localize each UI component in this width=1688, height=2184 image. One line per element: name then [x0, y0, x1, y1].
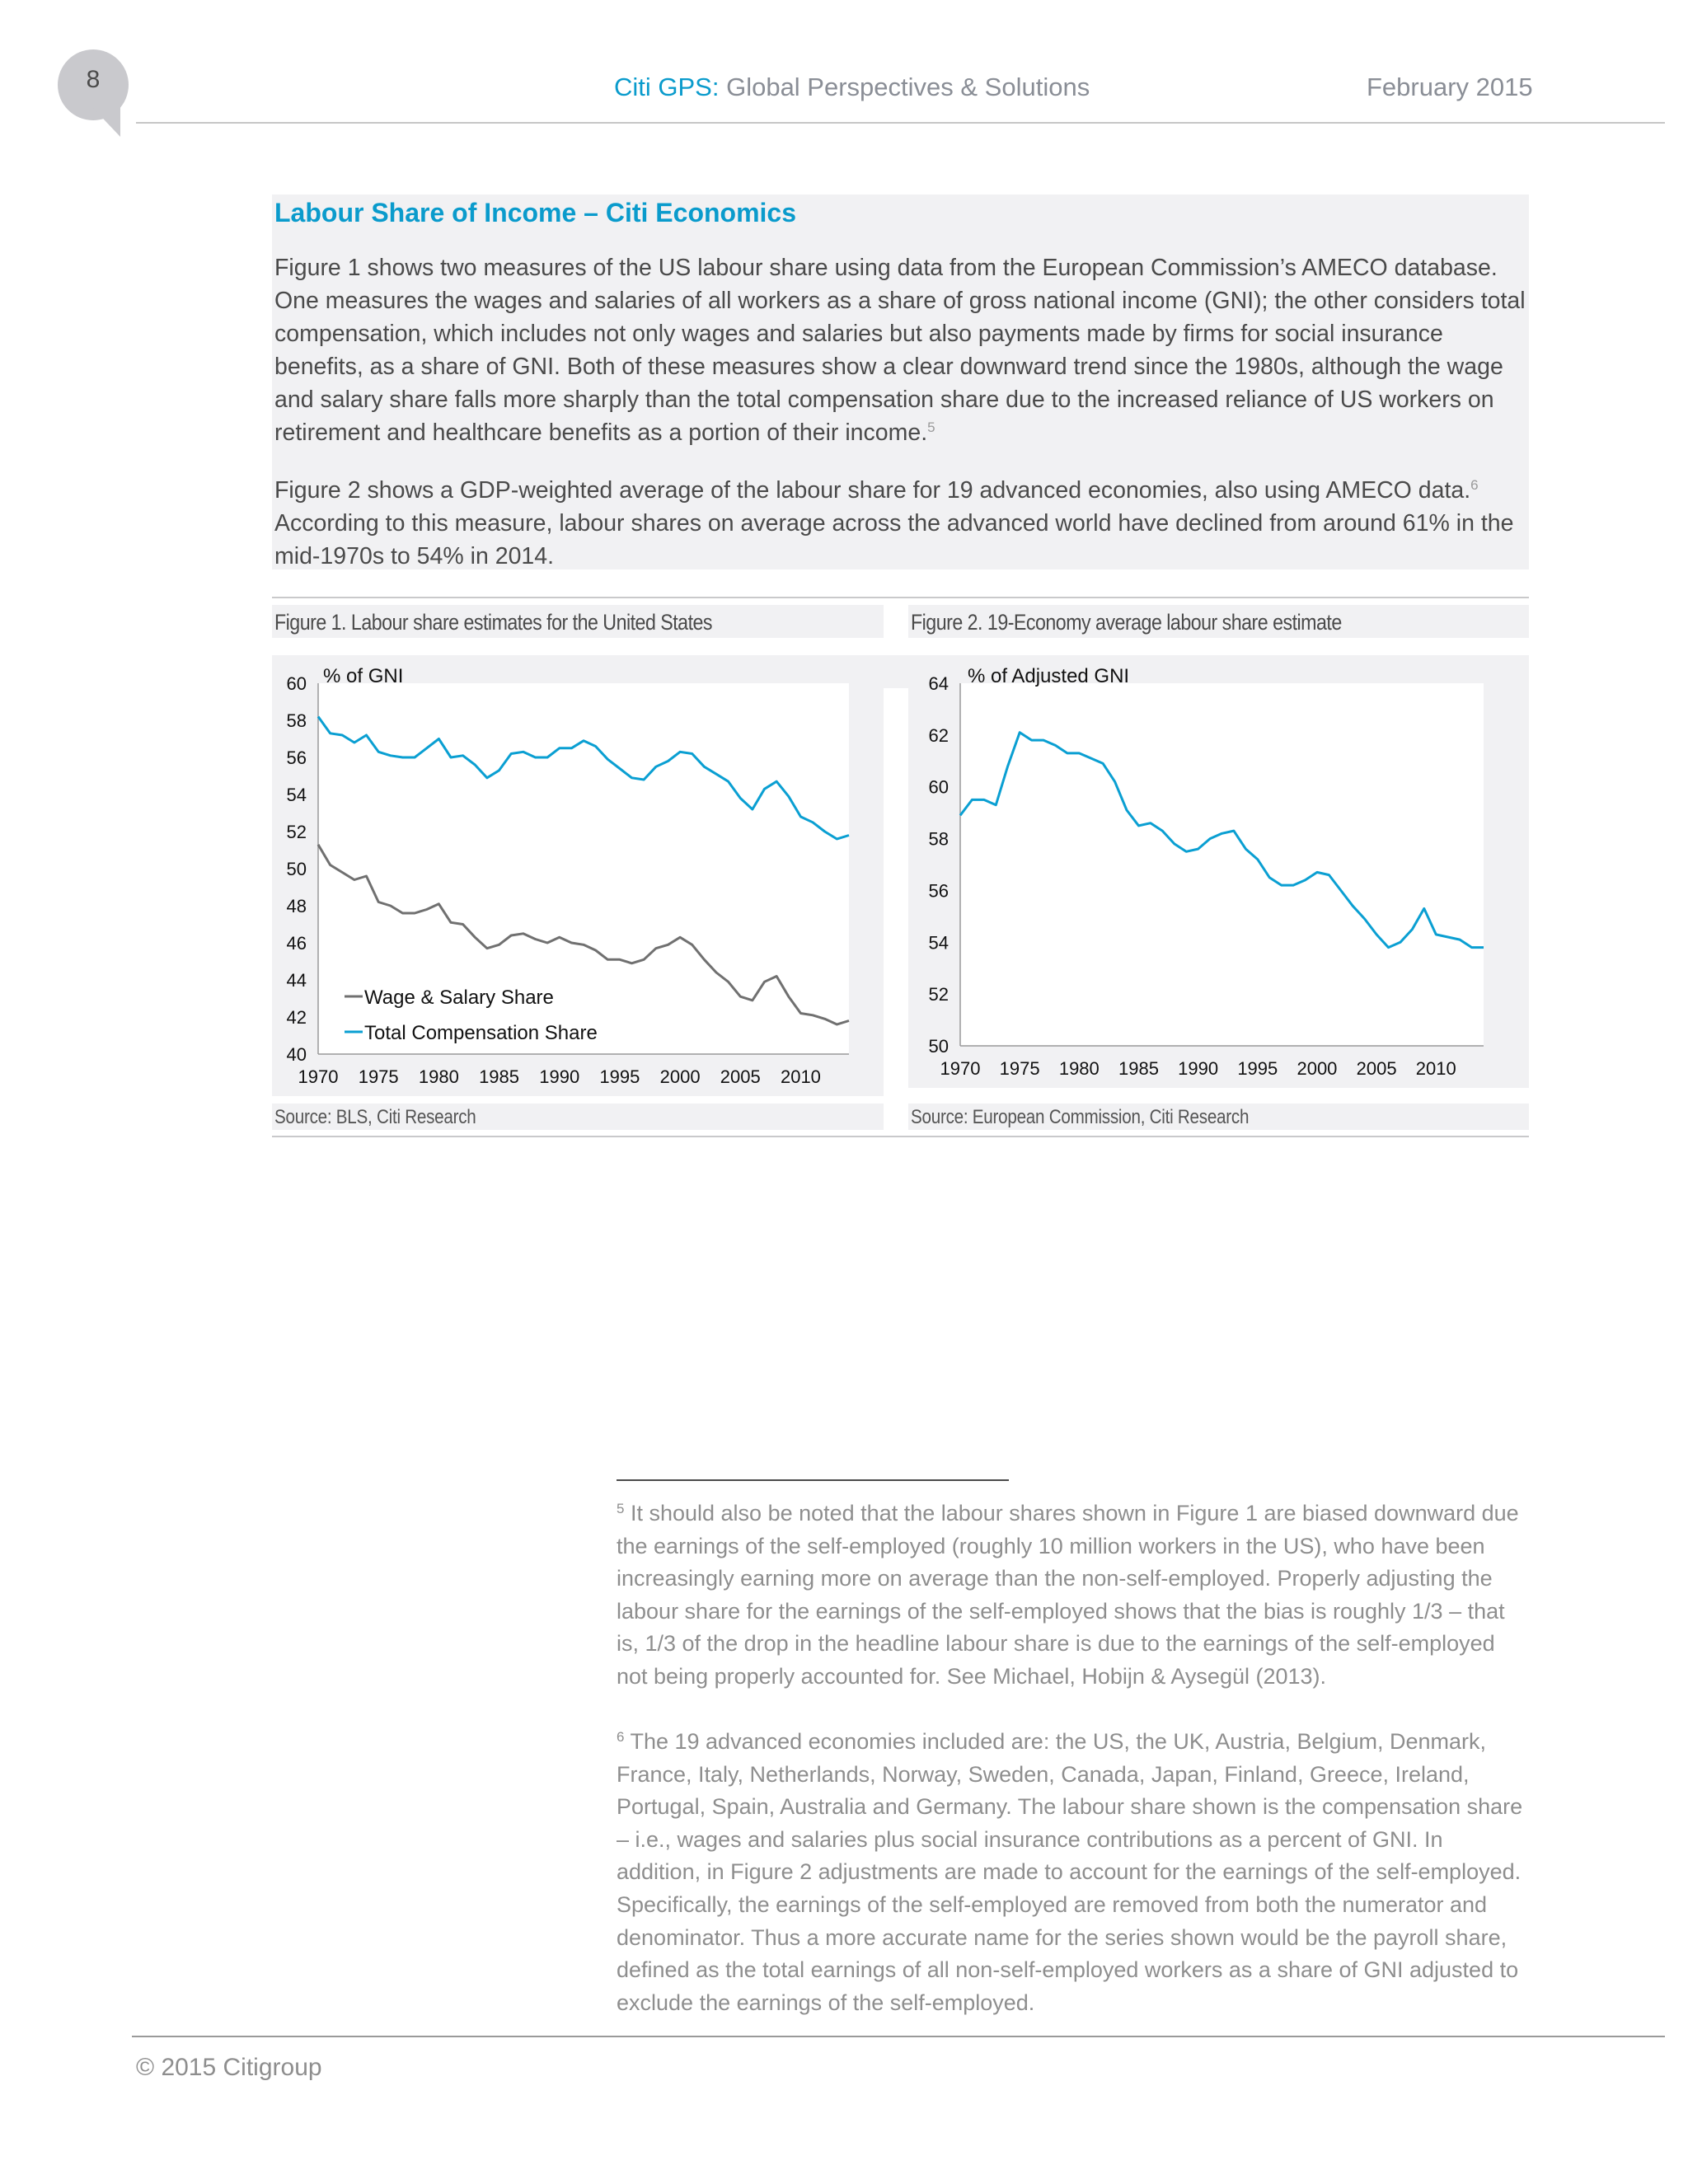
- y-tick-label: 52: [286, 822, 307, 842]
- x-tick-label: 1970: [298, 1066, 339, 1087]
- figures-bottom-rule: [272, 1136, 1529, 1137]
- plot-area: [960, 683, 1484, 1046]
- header-divider: [136, 122, 1665, 124]
- footnote-divider: [617, 1479, 1009, 1481]
- y-tick-label: 58: [286, 710, 307, 731]
- x-tick-label: 2000: [659, 1066, 701, 1087]
- x-tick-label: 2010: [1415, 1058, 1456, 1079]
- y-tick-label: 50: [928, 1036, 949, 1057]
- page-number-badge-tail: [91, 105, 120, 137]
- fig1-source: Source: BLS, Citi Research: [274, 1106, 476, 1128]
- x-tick-label: 1985: [479, 1066, 520, 1087]
- x-tick-label: 1970: [940, 1058, 981, 1079]
- footnote-5-text: It should also be noted that the labour shares shown in Figure 1 are biased downward due the earnings of the self-employed (roughly 10 million workers in the US), who have been increasingly earning more on average than the non-self-employed. Properly adjusting the labour share for the earnings of the self-employed shows that the bias is roughly 1/3 – that is, 1/3 of the drop in the headline labour share is due to the earnings of the self-employed not being properly accounted for. See Michael, Hobijn & Aysegül (2013).: [617, 1501, 1519, 1689]
- x-tick-label: 1975: [358, 1066, 399, 1087]
- para2-text-b: According to this measure, labour shares on average across the advanced world have declined from around 61% in the mid-1970s to 54% in 2014.: [274, 510, 1514, 569]
- x-tick-label: 1995: [599, 1066, 640, 1087]
- fig-gap-shade: [884, 655, 908, 688]
- y-tick-label: 56: [286, 748, 307, 768]
- x-tick-label: 1990: [1178, 1058, 1219, 1079]
- box-title: Labour Share of Income – Citi Economics: [274, 198, 797, 227]
- y-tick-label: 50: [286, 859, 307, 879]
- footnote-5: [617, 1497, 1531, 1694]
- footnote-ref-6[interactable]: 6: [1470, 477, 1479, 493]
- header-brand: [614, 73, 1090, 102]
- x-tick-label: 1995: [1237, 1058, 1278, 1079]
- footnote-6: [617, 1726, 1531, 2019]
- x-tick-label: 1975: [999, 1058, 1040, 1079]
- y-tick-label: 40: [286, 1044, 307, 1065]
- y-tick-label: 48: [286, 896, 307, 916]
- y-tick-label: 56: [928, 880, 949, 902]
- y-axis-label: % of Adjusted GNI: [968, 665, 1130, 687]
- footnote-5-number: 5: [617, 1501, 625, 1516]
- y-tick-label: 44: [286, 970, 307, 991]
- y-tick-label: 64: [928, 673, 949, 694]
- footnote-6-number: 6: [617, 1729, 625, 1745]
- y-tick-label: 42: [286, 1007, 307, 1028]
- fig1-chart: [272, 655, 884, 1096]
- y-tick-label: 60: [286, 673, 307, 694]
- fig2-source: Source: European Commission, Citi Research: [911, 1106, 1250, 1128]
- para2-text-a: Figure 2 shows a GDP-weighted average of the labour share for 19 advanced economies, also using AMECO data.: [274, 477, 1471, 504]
- para1-text: Figure 1 shows two measures of the US labour share using data from the European Commission’s AMECO database. One measures the wages and salaries of all workers as a share of gross national income (GNI); the other considers total compensation, which includes not only wages and salaries but also payments made by firms for social insurance benefits, as a share of GNI. Both of these measures show a clear downward trend since the 1980s, although the wage and salary share falls more sharply than the total compensation share due to the increased reliance of US workers on retirement and healthcare benefits as a portion of their income.: [274, 255, 1526, 446]
- y-tick-label: 46: [286, 933, 307, 954]
- brand-tagline: Global Perspectives & Solutions: [719, 73, 1090, 101]
- x-tick-label: 2005: [720, 1066, 761, 1087]
- x-tick-label: 2000: [1296, 1058, 1338, 1079]
- fig1-title: Figure 1. Labour share estimates for the United States: [274, 610, 713, 635]
- box-paragraph-1: [274, 251, 1531, 449]
- y-tick-label: 60: [928, 776, 949, 798]
- page-number: 8: [86, 66, 101, 93]
- x-tick-label: 1980: [1058, 1058, 1100, 1079]
- x-tick-label: 2010: [780, 1066, 821, 1087]
- fig2-chart: [908, 655, 1529, 1088]
- x-tick-label: 2005: [1356, 1058, 1397, 1079]
- y-tick-label: 54: [286, 785, 307, 805]
- x-tick-label: 1985: [1118, 1058, 1159, 1079]
- footnote-ref-5[interactable]: 5: [927, 419, 935, 435]
- box-paragraph-2: [274, 474, 1531, 573]
- fig2-panel: [908, 655, 1529, 1088]
- y-tick-label: 62: [928, 724, 949, 746]
- y-tick-label: 54: [928, 932, 949, 954]
- x-tick-label: 1980: [418, 1066, 459, 1087]
- footer-divider: [132, 2036, 1665, 2037]
- y-axis-label: % of GNI: [323, 665, 404, 687]
- legend-label-total: Total Compensation Share: [364, 1022, 598, 1044]
- x-tick-label: 1990: [539, 1066, 580, 1087]
- footnote-6-text: The 19 advanced economies included are: the US, the UK, Austria, Belgium, Denmark, France, Italy, Netherlands, Norway, Sweden, Canada, Japan, Finland, Greece, Ireland, Portugal, Spain, Australia and Germany. The labour share shown is the compensation share – i.e., wages and salaries plus social insurance contributions as a percent of GNI. In addition, in Figure 2 adjustments are made to account for the earnings of the self-employed. Specifically, the earnings of the self-employed are removed from both the numerator and denominator. Thus a more accurate name for the series shown would be the payroll share, defined as the total earnings of all non-self-employed workers as a share of GNI adjusted to exclude the earnings of the self-employed.: [617, 1729, 1523, 2015]
- header-date: February 2015: [1367, 73, 1533, 101]
- fig2-title: Figure 2. 19-Economy average labour share estimate: [911, 610, 1342, 635]
- brand-name: Citi GPS:: [614, 73, 720, 101]
- fig1-panel: [272, 655, 884, 1096]
- legend-label-wage: Wage & Salary Share: [364, 987, 554, 1009]
- y-tick-label: 52: [928, 984, 949, 1005]
- footer-copyright: © 2015 Citigroup: [136, 2054, 322, 2081]
- y-tick-label: 58: [928, 828, 949, 850]
- figures-top-rule: [272, 597, 1529, 598]
